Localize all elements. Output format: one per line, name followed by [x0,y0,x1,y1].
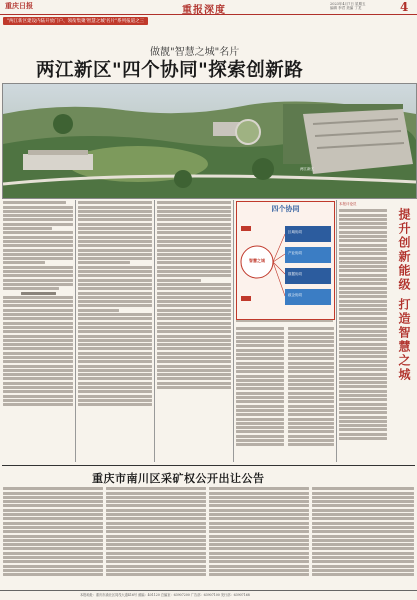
infographic-node: 数据协同 [288,272,302,276]
paper-name: 重庆日报 [5,1,33,10]
article-column-5 [288,326,334,462]
commentary-column [339,208,387,462]
date-line [330,2,400,10]
announcement-column-3 [209,486,309,586]
article-column-2 [78,200,152,462]
infographic-node: 区域协同 [288,230,302,234]
infographic-underline [236,320,333,322]
article-column-3 [157,200,231,462]
aerial-photo [2,83,417,199]
series-tag: "两江新区建设内陆开放门户、领衔集聚'智慧之城'名片"系列报道之三 [3,17,148,25]
page-number: 4 [400,0,409,14]
commentary-title: 提升创新能级 打造智慧之城 [397,208,411,383]
infographic-node: 政企协同 [288,293,302,297]
announcement-column-1 [3,486,103,586]
footer: 本报地址：重庆市渝北区同茂大道416号 邮编：401120 总编室：63907200 广告部：63907100 发行部：63907168 [0,590,417,600]
column-divider [233,200,234,462]
headline: 两江新区"四个协同"探索创新路 [36,60,304,81]
infographic-title: 四个协同 [271,204,300,213]
four-synergy-infographic [236,201,335,320]
infographic-center: 智慧之城 [249,258,265,263]
section-title: 重报深度 [182,5,226,16]
kicker: 做靓"智慧之城"名片 [150,47,240,58]
issue-date: 2023年4月7日 星期五 [330,2,366,6]
editors: 编辑 李君 美编 丁龙 [330,6,362,10]
column-divider [75,200,76,462]
commentary-author: 本报评论员 [339,202,357,206]
announcement-column-2 [106,486,206,586]
announcement-column-4 [312,486,414,586]
aerial-photo-graphic [3,84,416,198]
photo-caption: 两江新区 [300,167,314,171]
column-divider [336,200,337,462]
column-divider [154,200,155,462]
infographic-node: 产业协同 [288,251,302,255]
article-column-4 [236,326,284,462]
announcement-title: 重庆市南川区采矿权公开出让公告 [92,472,265,485]
article-column-1 [3,200,73,462]
